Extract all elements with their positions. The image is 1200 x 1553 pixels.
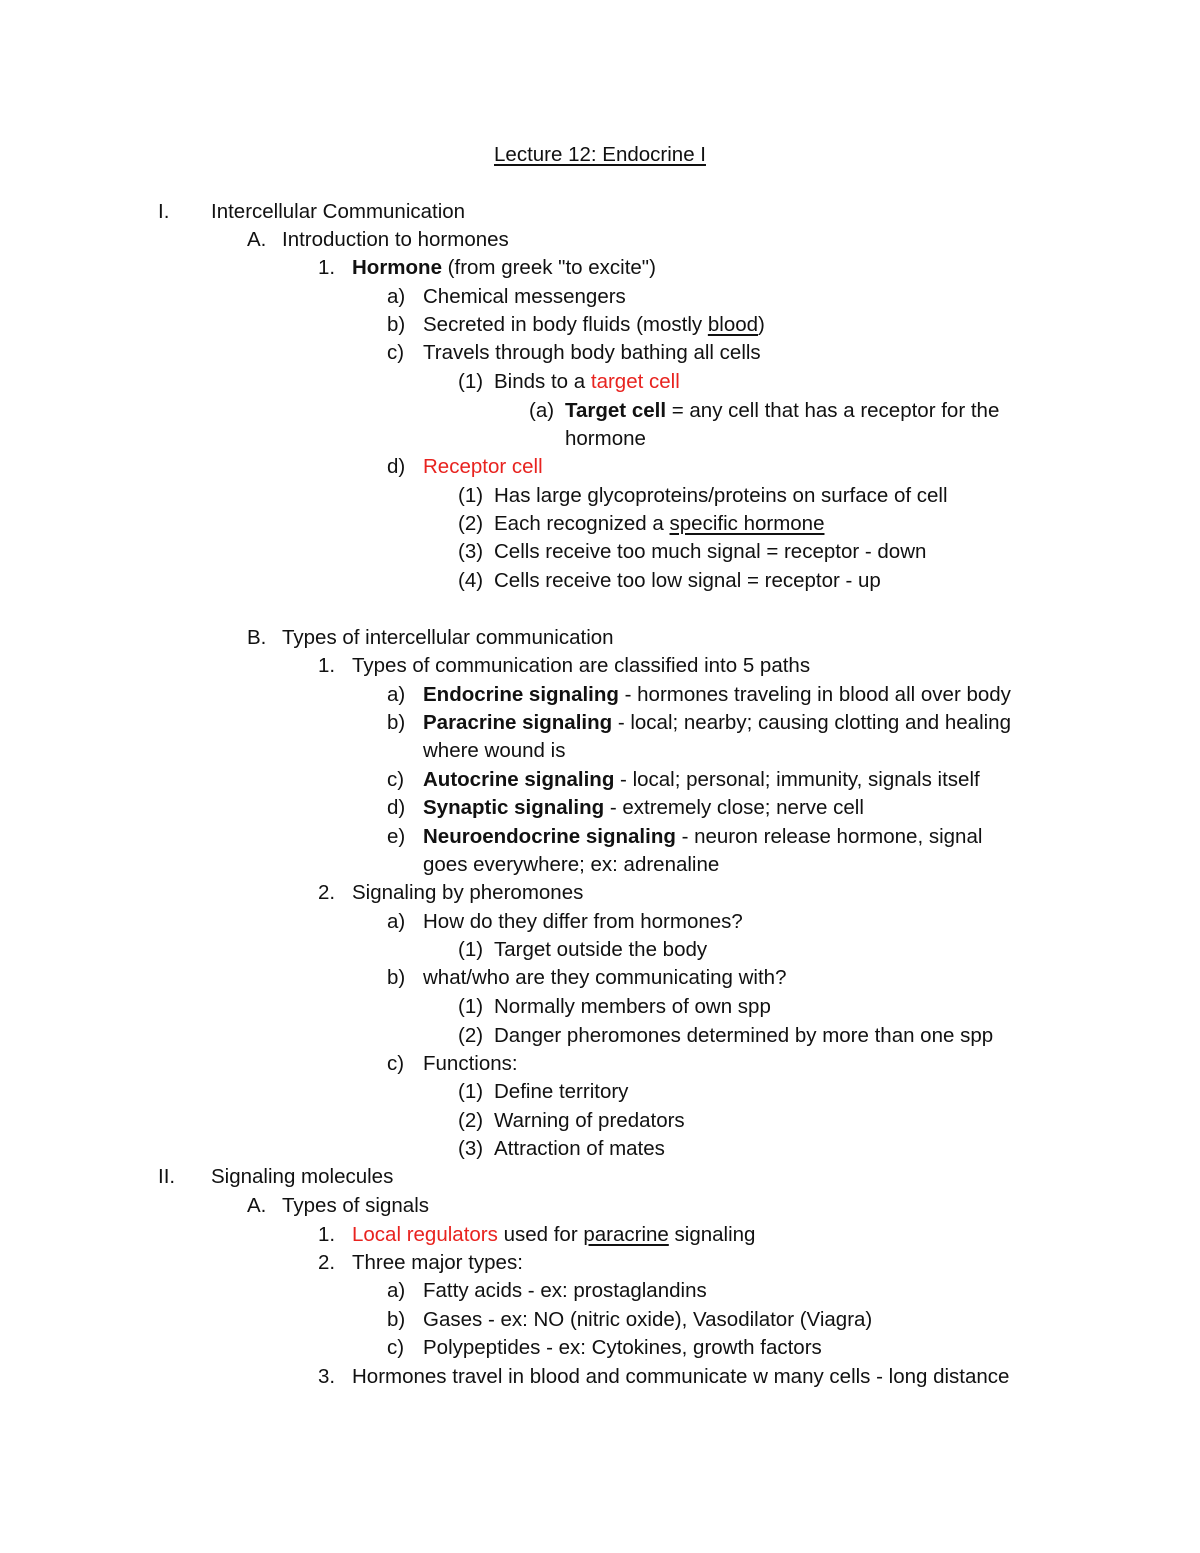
text-run: Types of communication are classified into 5 paths — [352, 654, 811, 677]
outline-text — [565, 425, 646, 453]
outline-text — [423, 1334, 822, 1362]
outline-text — [423, 766, 980, 794]
text-run: Target outside the body — [494, 938, 708, 961]
text-run: - local; personal; immunity, signals itself — [614, 768, 980, 791]
outline-text — [494, 1022, 993, 1050]
outline-marker: A. — [247, 1194, 267, 1217]
outline-text — [423, 339, 761, 367]
outline-marker: b) — [387, 711, 406, 734]
outline-marker: 1. — [318, 654, 336, 677]
outline-text — [423, 851, 719, 879]
outline-marker: c) — [387, 768, 405, 791]
bold-term: Autocrine signaling — [423, 768, 615, 791]
text-run: Fatty acids - ex: prostaglandins — [423, 1279, 707, 1302]
text-run: what/who are they communicating with? — [423, 966, 787, 989]
outline-text — [494, 482, 948, 510]
text-run: Functions: — [423, 1052, 518, 1075]
text-run: Signaling by pheromones — [352, 881, 584, 904]
outline-marker: 1. — [318, 1223, 336, 1246]
highlighted-term: target cell — [590, 370, 680, 393]
outline-marker: (1) — [458, 484, 484, 507]
highlighted-term: Local regulators — [352, 1223, 498, 1246]
text-run: used for — [497, 1223, 584, 1246]
outline-text — [211, 1163, 393, 1191]
text-run: How do they differ from hormones? — [423, 910, 743, 933]
outline-marker: (2) — [458, 1024, 484, 1047]
text-run: Binds to a — [494, 370, 591, 393]
outline-text — [282, 624, 614, 652]
text-run: Warning of predators — [494, 1109, 685, 1132]
outline-marker: (2) — [458, 512, 484, 535]
text-run: (from greek "to excite") — [441, 256, 656, 279]
text-run: Each recognized a — [494, 512, 670, 535]
outline-marker: d) — [387, 455, 406, 478]
outline-marker: II. — [158, 1165, 176, 1188]
text-run: = any cell that has a receptor for the — [666, 399, 1000, 422]
text-run: Gases - ex: NO (nitric oxide), Vasodilator (Viagra) — [423, 1308, 873, 1331]
bold-term: Neuroendocrine signaling — [423, 825, 676, 848]
outline-marker: (1) — [458, 370, 484, 393]
underlined-term: blood — [707, 313, 759, 336]
outline-text — [282, 1192, 429, 1220]
outline-text — [211, 198, 465, 226]
outline-text — [494, 368, 680, 396]
outline-text — [423, 453, 543, 481]
bold-term: Paracrine signaling — [423, 711, 613, 734]
outline-marker: (1) — [458, 938, 484, 961]
bold-term: Synaptic signaling — [423, 796, 605, 819]
outline-marker: b) — [387, 1308, 406, 1331]
outline-text — [352, 652, 810, 680]
text-run: - local; nearby; causing clotting and healing — [612, 711, 1011, 734]
outline-marker: 2. — [318, 881, 336, 904]
text-run: Has large glycoproteins/proteins on surface of cell — [494, 484, 948, 507]
outline-text — [423, 794, 864, 822]
outline-text — [565, 397, 999, 425]
bold-term: Target cell — [565, 399, 667, 422]
outline-marker: c) — [387, 1336, 405, 1359]
text-run: Types of signals — [282, 1194, 429, 1217]
outline-text — [423, 1306, 872, 1334]
outline-text — [494, 936, 707, 964]
text-run: Secreted in body fluids (mostly — [423, 313, 708, 336]
outline-marker: (3) — [458, 1137, 484, 1160]
outline-text — [352, 879, 583, 907]
bold-term: Endocrine signaling — [423, 683, 619, 706]
text-run: Signaling molecules — [211, 1165, 394, 1188]
outline-text — [494, 538, 926, 566]
outline-text — [423, 681, 1011, 709]
outline-marker: a) — [387, 1279, 406, 1302]
outline-text — [494, 1078, 628, 1106]
text-run: where wound is — [423, 739, 566, 762]
outline-marker: b) — [387, 966, 406, 989]
text-run: Hormones travel in blood and communicate w many cells - long distance — [352, 1365, 1010, 1388]
outline-marker: A. — [247, 228, 267, 251]
text-run: ) — [758, 313, 765, 336]
outline-marker: e) — [387, 825, 406, 848]
text-run: Cells receive too much signal = receptor - down — [494, 540, 927, 563]
outline-marker: a) — [387, 285, 406, 308]
outline-text — [494, 1107, 685, 1135]
text-run: Travels through body bathing all cells — [423, 341, 761, 364]
outline-text — [352, 254, 656, 282]
text-run: Define territory — [494, 1080, 629, 1103]
outline-text — [423, 1050, 518, 1078]
text-run: - hormones traveling in blood all over body — [618, 683, 1011, 706]
outline-text — [494, 567, 881, 595]
outline-text — [423, 737, 565, 765]
outline-marker: I. — [158, 200, 170, 223]
outline-marker: 3. — [318, 1365, 336, 1388]
outline-text — [352, 1249, 523, 1277]
text-run: Attraction of mates — [494, 1137, 665, 1160]
outline-text — [494, 1135, 665, 1163]
text-run: Three major types: — [352, 1251, 523, 1274]
outline-marker: c) — [387, 1052, 405, 1075]
outline-text — [423, 1277, 707, 1305]
underlined-term: specific hormone — [669, 512, 825, 535]
text-run: Types of intercellular communication — [282, 626, 614, 649]
outline-marker: a) — [387, 910, 406, 933]
page-title: Lecture 12: Endocrine I — [494, 143, 706, 166]
text-run: Chemical messengers — [423, 285, 626, 308]
outline-text — [494, 993, 771, 1021]
outline-marker: B. — [247, 626, 267, 649]
text-run: goes everywhere; ex: adrenaline — [423, 853, 720, 876]
outline-text — [352, 1363, 1009, 1391]
text-run: Danger pheromones determined by more than one spp — [494, 1024, 994, 1047]
outline-text — [352, 1221, 755, 1249]
outline-marker: a) — [387, 683, 406, 706]
text-run: Introduction to hormones — [282, 228, 509, 251]
outline-marker: (2) — [458, 1109, 484, 1132]
outline-marker: (3) — [458, 540, 484, 563]
outline-marker: d) — [387, 796, 406, 819]
outline-text — [423, 709, 1011, 737]
text-run: Normally members of own spp — [494, 995, 771, 1018]
bold-term: Hormone — [352, 256, 442, 279]
outline-text — [423, 908, 743, 936]
outline-text — [423, 964, 787, 992]
outline-marker: (a) — [529, 399, 555, 422]
text-run: Polypeptides - ex: Cytokines, growth factors — [423, 1336, 822, 1359]
outline-text — [423, 823, 982, 851]
text-run: signaling — [668, 1223, 756, 1246]
outline-marker: 1. — [318, 256, 336, 279]
text-run: Intercellular Communication — [211, 200, 466, 223]
outline-marker: b) — [387, 313, 406, 336]
outline-text — [423, 311, 765, 339]
underlined-term: paracrine — [583, 1223, 669, 1246]
outline-text — [423, 283, 626, 311]
outline-marker: (1) — [458, 1080, 484, 1103]
text-run: - extremely close; nerve cell — [604, 796, 864, 819]
outline-marker: c) — [387, 341, 405, 364]
outline-marker: 2. — [318, 1251, 336, 1274]
outline-marker: (1) — [458, 995, 484, 1018]
outline-marker: (4) — [458, 569, 484, 592]
text-run: Cells receive too low signal = receptor - up — [494, 569, 881, 592]
text-run: - neuron release hormone, signal — [675, 825, 983, 848]
outline-text — [494, 510, 824, 538]
highlighted-term: Receptor cell — [423, 455, 543, 478]
outline-text — [282, 226, 509, 254]
text-run: hormone — [565, 427, 646, 450]
